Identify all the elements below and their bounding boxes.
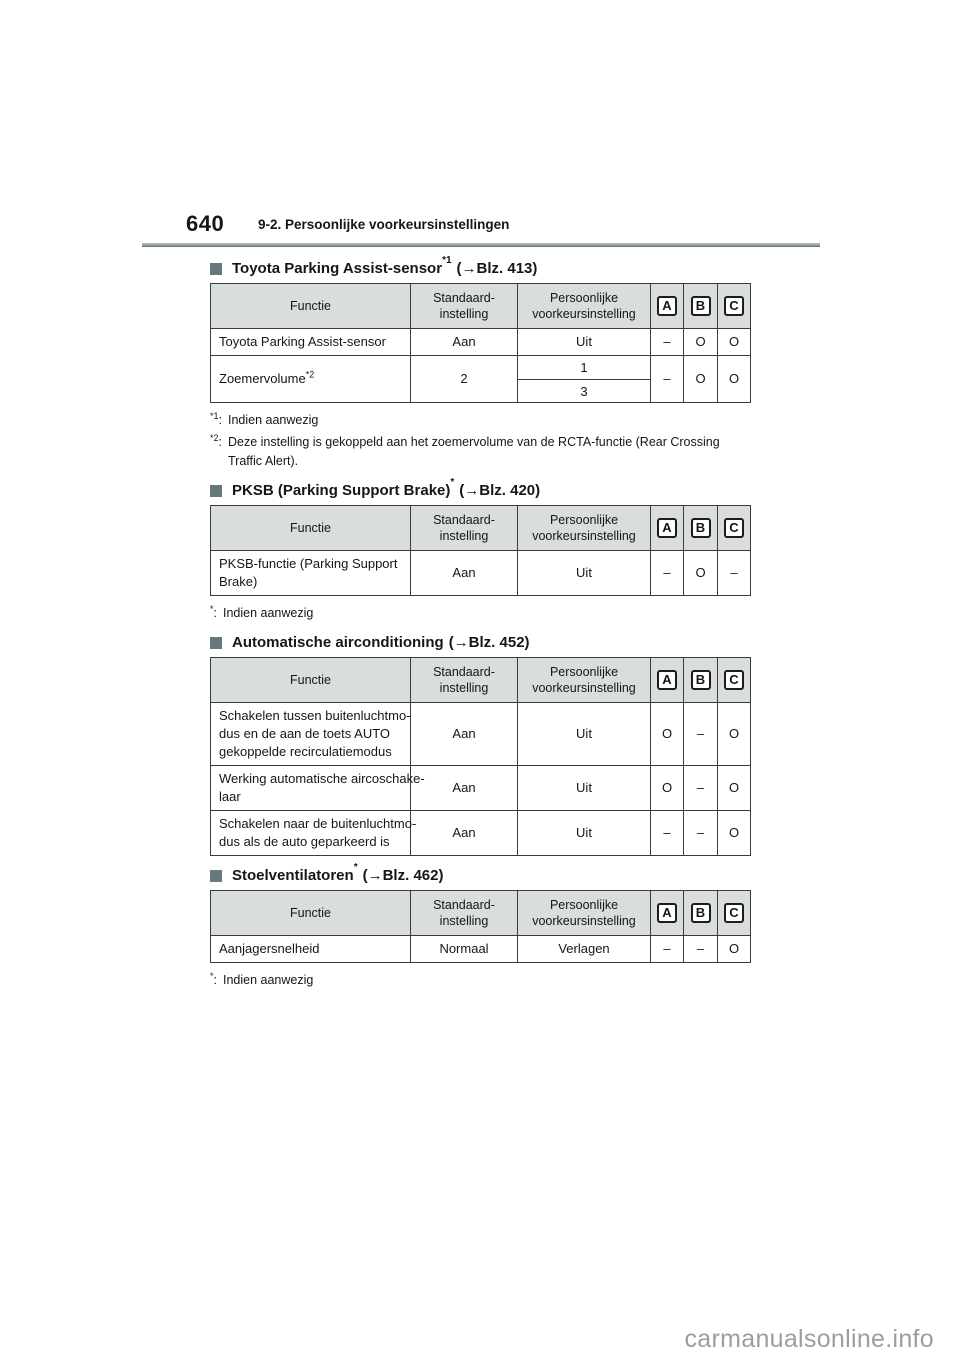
standaard-cell: Aan: [411, 329, 518, 356]
table-row: [211, 936, 751, 963]
setting-c-cell: O: [718, 936, 751, 963]
column-header-c: [718, 891, 751, 936]
section-stoelventilatoren: [210, 862, 751, 990]
footnote: [210, 604, 751, 623]
footnote: [210, 971, 751, 990]
column-header-standaard: Standaard- instelling: [411, 658, 518, 703]
footnotes: [210, 411, 751, 471]
column-header-functie: Functie: [211, 658, 411, 703]
abc-box-b: B: [691, 296, 711, 316]
table-row: [211, 551, 751, 596]
section-title: Automatische airconditioning: [232, 634, 444, 651]
section-pksb-parking-support-brake: [210, 477, 751, 623]
abc-box-c: C: [724, 296, 744, 316]
settings-table: [210, 505, 751, 596]
persoonlijk-cell: [518, 356, 651, 403]
abc-box-c: C: [724, 903, 744, 923]
section-bullet-icon: [210, 485, 222, 497]
functie-footnote-sup: *2: [305, 369, 315, 380]
functie-cell: Zoemervolume$^{*2}$: [211, 356, 411, 403]
setting-a-cell: –: [651, 936, 684, 963]
setting-a-cell: O: [651, 766, 684, 811]
column-header-b: [684, 506, 718, 551]
functie-cell: Werking automatische aircoschake- laar: [211, 766, 411, 811]
persoonlijk-option: 3: [518, 379, 650, 402]
section-heading: PKSB (Parking Support Brake) * (→Blz. 420): [210, 481, 751, 501]
abc-box-a: A: [657, 670, 677, 690]
column-header-a: [651, 506, 684, 551]
functie-cell: Schakelen naar de buitenluchtmo- dus als de auto geparkeerd is: [211, 811, 411, 856]
section-title: Stoelventilatoren: [232, 867, 354, 884]
column-header-b: [684, 284, 718, 329]
section-page-ref: (→Blz. 420): [459, 482, 541, 499]
footnote-marker: $^{*1}$:: [210, 410, 222, 427]
setting-c-cell: O: [718, 356, 751, 403]
functie-cell: Schakelen tussen buitenluchtmo- dus en de aan de toets AUTO gekoppelde recirculatiemodus: [211, 703, 411, 766]
column-header-functie: Functie: [211, 506, 411, 551]
table-row: [211, 329, 751, 356]
setting-b-cell: O: [684, 551, 718, 596]
standaard-cell: Aan: [411, 551, 518, 596]
section-bullet-icon: [210, 263, 222, 275]
header-rule: [142, 243, 820, 247]
standaard-cell: Aan: [411, 811, 518, 856]
footnote-marker: *:: [210, 970, 217, 987]
footnotes: [210, 604, 751, 623]
footnote-text: Indien aanwezig: [223, 606, 314, 620]
footnote: [210, 433, 751, 471]
footnote-text: Deze instelling is gekoppeld aan het zoemervolume van de RCTA-functie (Rear Crossing Traffic Alert).: [228, 435, 720, 468]
section-automatische-airconditioning: [210, 633, 751, 856]
table-row: [211, 703, 751, 766]
setting-c-cell: –: [718, 551, 751, 596]
column-header-a: [651, 284, 684, 329]
column-header-standaard: Standaard- instelling: [411, 284, 518, 329]
setting-b-cell: –: [684, 766, 718, 811]
abc-box-a: A: [657, 903, 677, 923]
setting-a-cell: –: [651, 356, 684, 403]
chapter-header: 9-2. Persoonlijke voorkeursinstellingen: [258, 217, 510, 232]
column-header-c: [718, 506, 751, 551]
column-header-persoonlijk: Persoonlijke voorkeursinstelling: [518, 284, 651, 329]
standaard-cell: Aan: [411, 703, 518, 766]
section-heading: Toyota Parking Assist-sensor *1 (→Blz. 413): [210, 259, 751, 279]
setting-c-cell: O: [718, 766, 751, 811]
setting-c-cell: O: [718, 329, 751, 356]
standaard-cell: Aan: [411, 766, 518, 811]
column-header-b: [684, 658, 718, 703]
abc-box-b: B: [691, 670, 711, 690]
persoonlijk-cell: Uit: [518, 703, 651, 766]
column-header-b: [684, 891, 718, 936]
functie-cell: Toyota Parking Assist-sensor: [211, 329, 411, 356]
persoonlijk-cell: Uit: [518, 551, 651, 596]
table-row: [211, 766, 751, 811]
settings-table: [210, 657, 751, 856]
column-header-standaard: Standaard- instelling: [411, 506, 518, 551]
section-title: Toyota Parking Assist-sensor: [232, 260, 443, 277]
section-page-ref: (→Blz. 462): [362, 867, 444, 884]
setting-a-cell: –: [651, 811, 684, 856]
abc-box-c: C: [724, 518, 744, 538]
standaard-cell: 2: [411, 356, 518, 403]
abc-box-b: B: [691, 518, 711, 538]
table-header-row: [211, 284, 751, 329]
setting-a-cell: –: [651, 329, 684, 356]
settings-table: [210, 283, 751, 403]
table-row: [211, 356, 751, 403]
footnote-text: Indien aanwezig: [228, 413, 319, 427]
column-header-standaard: Standaard- instelling: [411, 891, 518, 936]
section-heading: Stoelventilatoren * (→Blz. 462): [210, 866, 751, 886]
column-header-a: [651, 891, 684, 936]
table-header-row: [211, 658, 751, 703]
functie-cell: PKSB-functie (Parking Support Brake): [211, 551, 411, 596]
setting-b-cell: O: [684, 329, 718, 356]
persoonlijk-option: 1: [580, 360, 588, 375]
setting-b-cell: –: [684, 936, 718, 963]
table-header-row: [211, 891, 751, 936]
footnotes: [210, 971, 751, 990]
section-page-ref: (→Blz. 452): [448, 634, 530, 651]
section-toyota-parking-assist-sensor: [210, 255, 751, 471]
column-header-functie: Functie: [211, 284, 411, 329]
footnote: [210, 411, 751, 430]
column-header-a: [651, 658, 684, 703]
abc-box-b: B: [691, 903, 711, 923]
table-header-row: [211, 506, 751, 551]
persoonlijk-cell: Uit: [518, 811, 651, 856]
setting-a-cell: –: [651, 551, 684, 596]
settings-table: [210, 890, 751, 963]
persoonlijk-cell: Uit: [518, 766, 651, 811]
section-bullet-icon: [210, 637, 222, 649]
abc-box-a: A: [657, 296, 677, 316]
section-title: PKSB (Parking Support Brake): [232, 482, 451, 499]
footnote-marker: *:: [210, 603, 217, 620]
column-header-persoonlijk: Persoonlijke voorkeursinstelling: [518, 506, 651, 551]
setting-c-cell: O: [718, 703, 751, 766]
column-header-persoonlijk: Persoonlijke voorkeursinstelling: [518, 891, 651, 936]
column-header-c: [718, 284, 751, 329]
column-header-persoonlijk: Persoonlijke voorkeursinstelling: [518, 658, 651, 703]
setting-b-cell: –: [684, 811, 718, 856]
abc-box-c: C: [724, 670, 744, 690]
watermark: carmanualsonline.info: [684, 1325, 934, 1353]
content: [210, 255, 751, 993]
abc-box-a: A: [657, 518, 677, 538]
standaard-cell: Normaal: [411, 936, 518, 963]
footnote-text: Indien aanwezig: [223, 973, 314, 987]
section-bullet-icon: [210, 870, 222, 882]
table-row: [211, 811, 751, 856]
persoonlijk-cell: Verlagen: [518, 936, 651, 963]
setting-b-cell: O: [684, 356, 718, 403]
persoonlijk-cell: Uit: [518, 329, 651, 356]
page-number: 640: [186, 211, 225, 236]
section-heading: [210, 633, 751, 653]
footnote-marker: $^{*2}$:: [210, 432, 222, 449]
setting-c-cell: O: [718, 811, 751, 856]
setting-b-cell: –: [684, 703, 718, 766]
column-header-functie: Functie: [211, 891, 411, 936]
setting-a-cell: O: [651, 703, 684, 766]
section-page-ref: (→Blz. 413): [456, 260, 538, 277]
column-header-c: [718, 658, 751, 703]
functie-cell: Aanjagersnelheid: [211, 936, 411, 963]
